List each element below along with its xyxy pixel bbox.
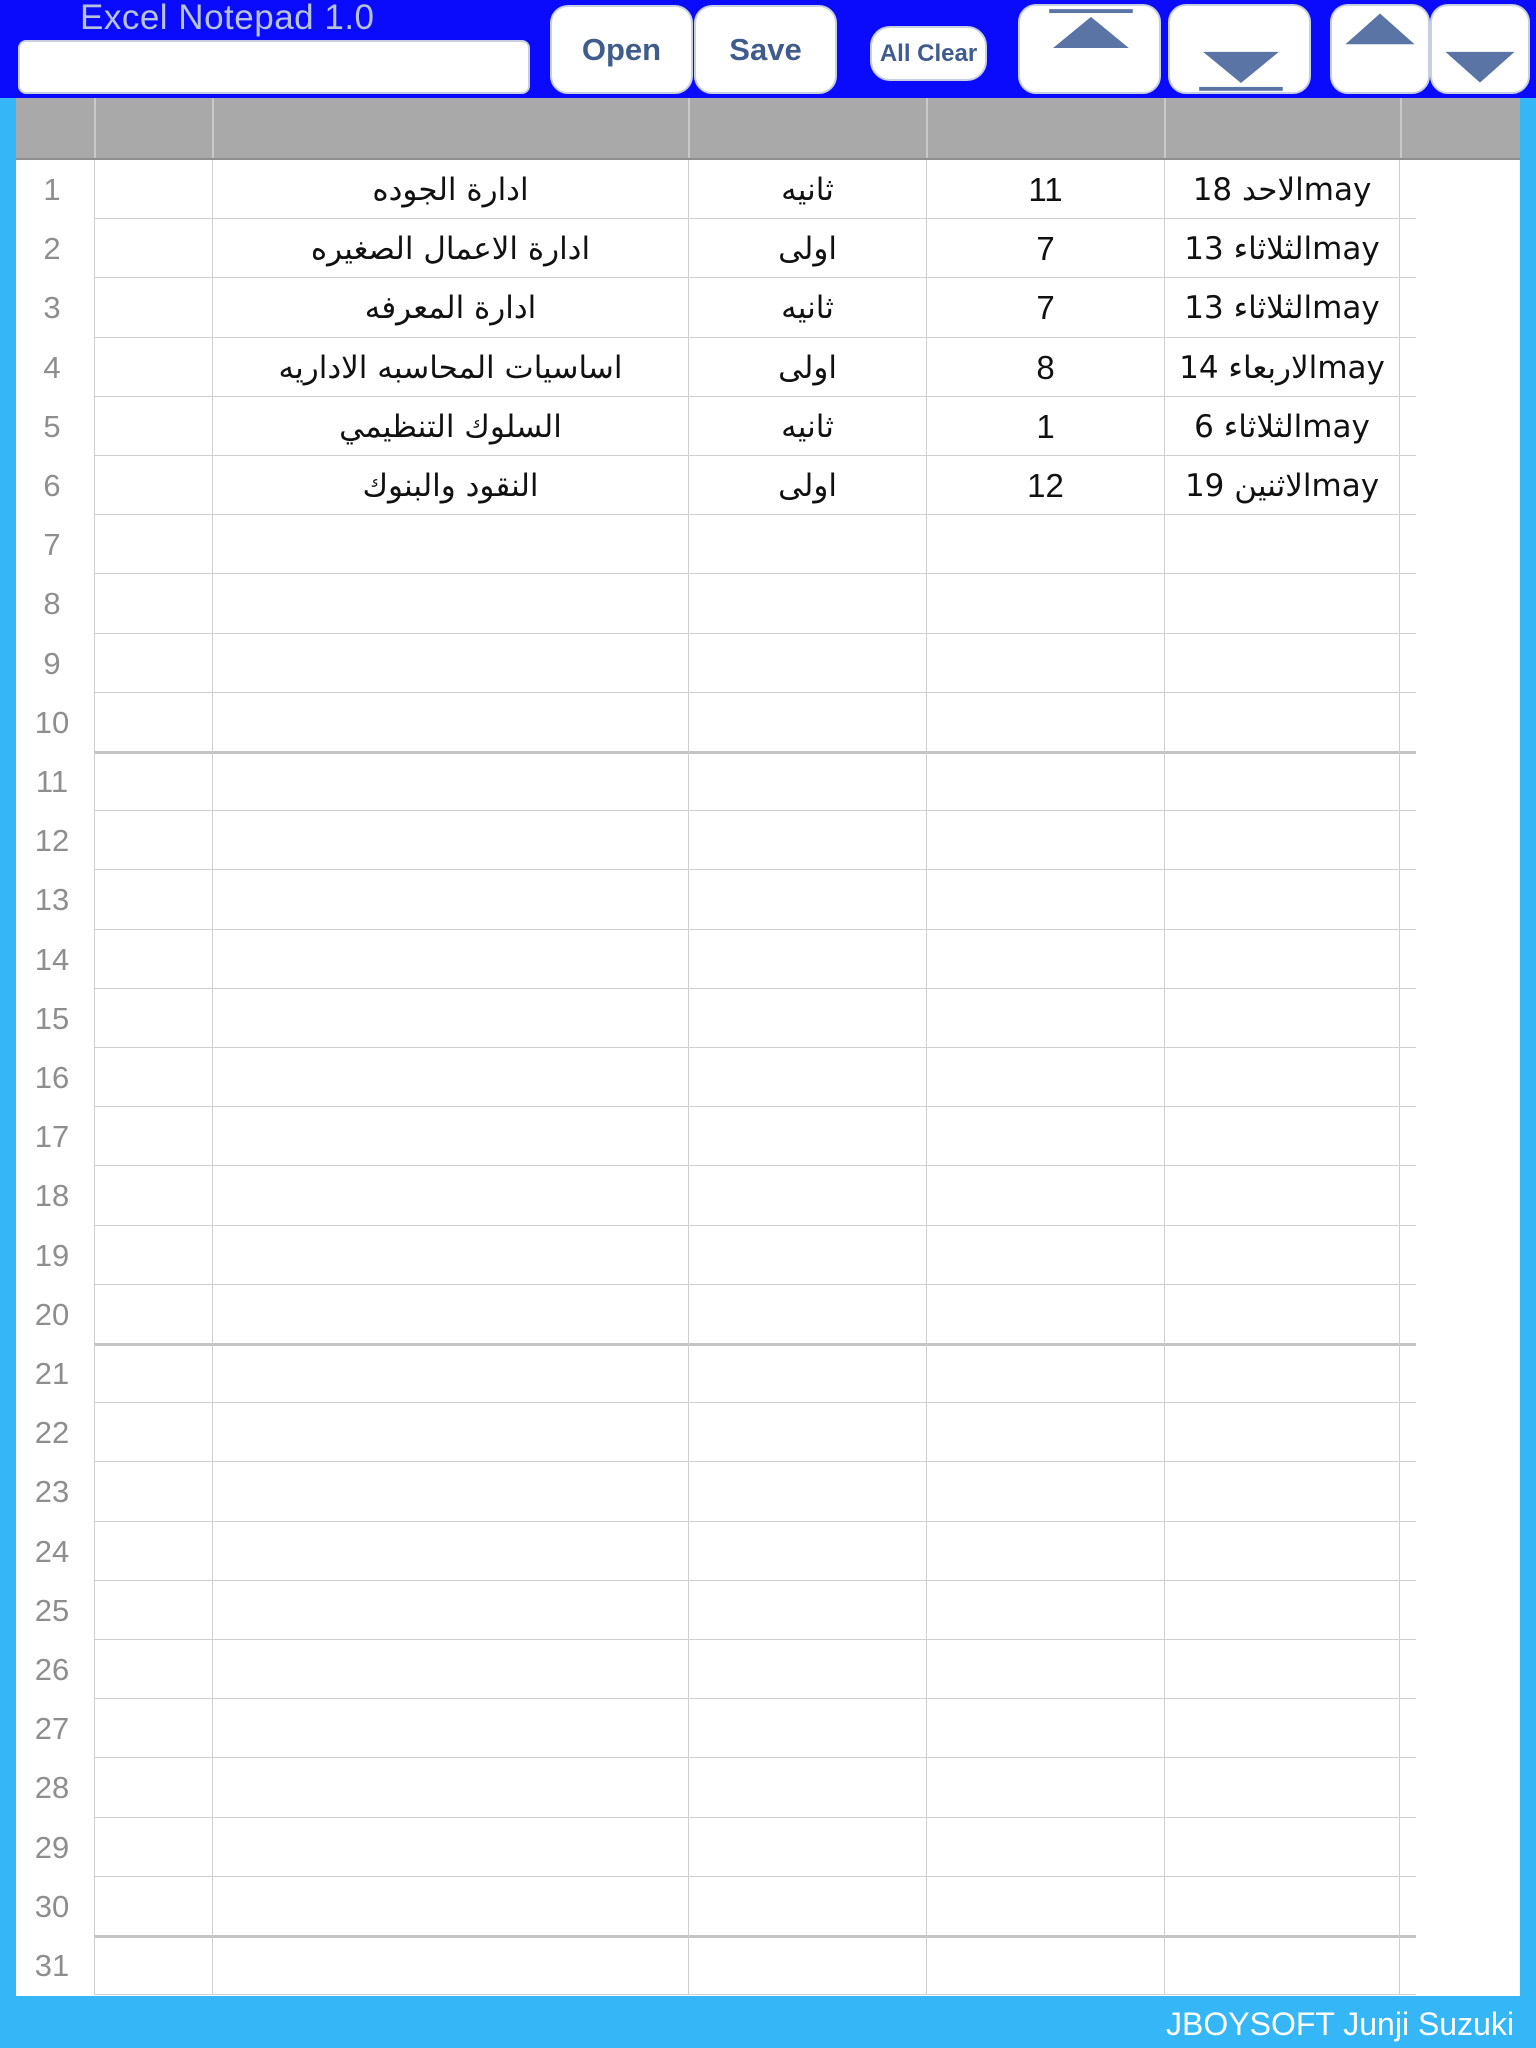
table-cell[interactable] xyxy=(688,1226,926,1285)
table-cell[interactable]: الاحد 18may xyxy=(1164,160,1400,219)
row-number[interactable]: 19 xyxy=(34,1238,70,1273)
column-header-b[interactable] xyxy=(212,98,688,158)
table-cell[interactable] xyxy=(94,1877,212,1936)
row-number[interactable]: 13 xyxy=(34,882,70,917)
table-cell[interactable] xyxy=(926,1048,1164,1107)
page-up-button[interactable] xyxy=(1330,4,1430,94)
table-cell[interactable] xyxy=(1164,574,1400,634)
table-cell[interactable] xyxy=(1164,1640,1400,1699)
table-row xyxy=(16,870,1520,930)
table-row xyxy=(16,1462,1520,1522)
table-cell[interactable] xyxy=(926,1285,1164,1344)
table-row xyxy=(16,752,1520,811)
table-cell[interactable] xyxy=(688,515,926,574)
table-cell[interactable]: الثلاثاء 6may xyxy=(1164,397,1400,456)
table-cell[interactable] xyxy=(1164,1581,1400,1640)
table-cell[interactable] xyxy=(212,1522,688,1581)
table-cell[interactable]: السلوك التنظيمي xyxy=(212,397,688,456)
table-cell[interactable] xyxy=(688,811,926,870)
column-header-d[interactable] xyxy=(926,98,1164,158)
table-cell[interactable] xyxy=(1164,1344,1400,1403)
table-row xyxy=(16,1048,1520,1107)
table-cell[interactable]: 12 xyxy=(926,456,1164,515)
table-cell[interactable]: الاثنين 19may xyxy=(1164,456,1400,515)
table-cell[interactable] xyxy=(1164,515,1400,574)
table-cell[interactable] xyxy=(926,1877,1164,1936)
table-row xyxy=(16,219,1520,278)
table-cell[interactable] xyxy=(688,1522,926,1581)
table-row xyxy=(16,338,1520,397)
table-row xyxy=(16,1403,1520,1462)
table-cell[interactable]: ثانيه xyxy=(688,397,926,456)
table-cell[interactable]: 11 xyxy=(926,160,1164,219)
column-header-f[interactable] xyxy=(1400,98,1520,158)
app-title: Excel Notepad 1.0 xyxy=(80,0,375,37)
table-cell[interactable] xyxy=(212,1166,688,1226)
table-cell[interactable] xyxy=(212,1107,688,1166)
table-cell[interactable] xyxy=(1164,1226,1400,1285)
table-cell[interactable] xyxy=(94,338,212,397)
table-cell[interactable] xyxy=(94,397,212,456)
table-cell[interactable] xyxy=(1164,1758,1400,1818)
table-cell[interactable] xyxy=(212,1285,688,1344)
table-cell[interactable] xyxy=(1164,1936,1400,1995)
row-number[interactable]: 25 xyxy=(34,1593,70,1628)
table-cell[interactable] xyxy=(212,1877,688,1936)
row-number[interactable]: 27 xyxy=(34,1711,70,1746)
table-cell[interactable] xyxy=(926,1107,1164,1166)
table-cell[interactable] xyxy=(1164,1462,1400,1522)
table-cell[interactable] xyxy=(94,989,212,1048)
table-row xyxy=(16,515,1520,574)
table-cell[interactable] xyxy=(926,989,1164,1048)
table-cell[interactable] xyxy=(926,1166,1164,1226)
filename-input[interactable] xyxy=(18,40,530,94)
table-cell[interactable] xyxy=(1164,1166,1400,1226)
table-cell[interactable] xyxy=(1164,1285,1400,1344)
table-cell[interactable] xyxy=(688,1462,926,1522)
table-row xyxy=(16,1107,1520,1166)
table-cell[interactable] xyxy=(94,219,212,278)
table-cell[interactable] xyxy=(926,752,1164,811)
table-cell[interactable]: النقود والبنوك xyxy=(212,456,688,515)
row-number[interactable]: 24 xyxy=(34,1534,70,1569)
table-cell[interactable] xyxy=(94,160,212,219)
table-cell[interactable] xyxy=(212,1403,688,1462)
row-number[interactable]: 18 xyxy=(34,1178,70,1213)
table-cell[interactable] xyxy=(688,1936,926,1995)
table-cell[interactable] xyxy=(688,1758,926,1818)
table-cell[interactable] xyxy=(1164,870,1400,930)
table-cell[interactable]: ثانيه xyxy=(688,278,926,338)
column-header-c[interactable] xyxy=(688,98,926,158)
table-cell[interactable]: 8 xyxy=(926,338,1164,397)
table-row xyxy=(16,1936,1520,1995)
table-cell[interactable] xyxy=(926,1758,1164,1818)
table-cell[interactable] xyxy=(94,456,212,515)
table-cell[interactable]: 7 xyxy=(926,278,1164,338)
table-cell[interactable] xyxy=(94,1758,212,1818)
table-cell[interactable] xyxy=(926,574,1164,634)
table-cell[interactable] xyxy=(1164,1522,1400,1581)
table-cell[interactable] xyxy=(926,1226,1164,1285)
table-cell[interactable] xyxy=(688,1640,926,1699)
table-cell[interactable] xyxy=(926,1344,1164,1403)
row-number[interactable]: 15 xyxy=(34,1001,70,1036)
row-number[interactable]: 12 xyxy=(34,823,70,858)
table-cell[interactable] xyxy=(94,1699,212,1758)
table-row xyxy=(16,397,1520,456)
table-cell[interactable] xyxy=(688,1699,926,1758)
spreadsheet xyxy=(16,98,1520,1996)
table-cell[interactable] xyxy=(212,1048,688,1107)
table-row xyxy=(16,1285,1520,1344)
row-number[interactable]: 16 xyxy=(34,1060,70,1095)
table-cell[interactable] xyxy=(212,989,688,1048)
table-cell[interactable] xyxy=(926,1462,1164,1522)
column-header-e[interactable] xyxy=(1164,98,1400,158)
table-cell[interactable] xyxy=(94,1936,212,1995)
table-cell[interactable] xyxy=(926,1522,1164,1581)
row-divider xyxy=(94,1994,1416,1995)
table-row xyxy=(16,811,1520,870)
table-cell[interactable] xyxy=(212,1640,688,1699)
developer-credit: JBOYSOFT Junji Suzuki xyxy=(1166,2006,1514,2042)
table-cell[interactable] xyxy=(94,693,212,752)
table-cell[interactable] xyxy=(212,1462,688,1522)
row-number[interactable]: 23 xyxy=(34,1474,70,1509)
table-cell[interactable] xyxy=(1164,1107,1400,1166)
table-cell[interactable] xyxy=(94,1226,212,1285)
table-cell[interactable]: اولى xyxy=(688,456,926,515)
table-cell[interactable]: 1 xyxy=(926,397,1164,456)
table-cell[interactable] xyxy=(926,811,1164,870)
table-cell[interactable] xyxy=(926,634,1164,693)
row-number[interactable]: 21 xyxy=(34,1356,70,1391)
open-button[interactable]: Open xyxy=(550,5,693,94)
table-cell[interactable] xyxy=(94,930,212,989)
table-cell[interactable] xyxy=(1164,1048,1400,1107)
table-cell[interactable] xyxy=(212,634,688,693)
table-cell[interactable] xyxy=(688,693,926,752)
table-row xyxy=(16,693,1520,752)
table-cell[interactable] xyxy=(94,1048,212,1107)
table-cell[interactable] xyxy=(212,1699,688,1758)
table-cell[interactable] xyxy=(688,1403,926,1462)
table-cell[interactable]: الثلاثاء 13may xyxy=(1164,219,1400,278)
table-cell[interactable] xyxy=(94,278,212,338)
table-row xyxy=(16,1581,1520,1640)
table-cell[interactable] xyxy=(1164,930,1400,989)
row-number[interactable]: 29 xyxy=(34,1830,70,1865)
table-cell[interactable] xyxy=(926,870,1164,930)
table-cell[interactable] xyxy=(94,1166,212,1226)
table-cell[interactable] xyxy=(926,1581,1164,1640)
table-cell[interactable] xyxy=(212,1818,688,1877)
table-cell[interactable] xyxy=(94,1462,212,1522)
table-cell[interactable] xyxy=(212,693,688,752)
row-number[interactable]: 4 xyxy=(43,350,61,385)
scroll-to-top-button[interactable] xyxy=(1018,4,1161,94)
column-header-a[interactable] xyxy=(94,98,212,158)
table-cell[interactable] xyxy=(688,1107,926,1166)
table-cell[interactable] xyxy=(1164,989,1400,1048)
table-cell[interactable]: 7 xyxy=(926,219,1164,278)
table-cell[interactable] xyxy=(94,1285,212,1344)
table-cell[interactable] xyxy=(212,1758,688,1818)
table-row xyxy=(16,278,1520,338)
table-cell[interactable] xyxy=(212,1936,688,1995)
row-number[interactable]: 31 xyxy=(34,1948,70,1983)
table-cell[interactable] xyxy=(688,989,926,1048)
table-cell[interactable]: الثلاثاء 13may xyxy=(1164,278,1400,338)
table-cell[interactable] xyxy=(1164,752,1400,811)
table-cell[interactable] xyxy=(926,1936,1164,1995)
table-cell[interactable] xyxy=(688,1344,926,1403)
row-number[interactable]: 26 xyxy=(34,1652,70,1687)
table-cell[interactable] xyxy=(688,930,926,989)
table-cell[interactable] xyxy=(1164,811,1400,870)
table-cell[interactable] xyxy=(94,634,212,693)
table-row xyxy=(16,1877,1520,1936)
table-row xyxy=(16,574,1520,634)
row-number[interactable]: 6 xyxy=(43,468,61,503)
table-cell[interactable] xyxy=(94,574,212,634)
double-up-arrow-icon xyxy=(1020,4,1159,94)
table-cell[interactable]: اولى xyxy=(688,219,926,278)
table-cell[interactable] xyxy=(926,1640,1164,1699)
table-cell[interactable] xyxy=(94,1818,212,1877)
table-cell[interactable] xyxy=(688,870,926,930)
table-cell[interactable] xyxy=(926,930,1164,989)
table-cell[interactable] xyxy=(94,1640,212,1699)
table-cell[interactable] xyxy=(94,752,212,811)
table-cell[interactable] xyxy=(688,1581,926,1640)
table-cell[interactable] xyxy=(212,1226,688,1285)
page-down-button[interactable] xyxy=(1430,4,1530,94)
table-cell[interactable]: اولى xyxy=(688,338,926,397)
table-row xyxy=(16,1640,1520,1699)
table-cell[interactable]: ادارة الجوده xyxy=(212,160,688,219)
table-cell[interactable] xyxy=(94,1344,212,1403)
row-number[interactable]: 30 xyxy=(34,1889,70,1924)
table-cell[interactable] xyxy=(926,693,1164,752)
table-row xyxy=(16,1758,1520,1818)
double-down-arrow-icon xyxy=(1170,4,1309,94)
table-row xyxy=(16,634,1520,693)
table-cell[interactable] xyxy=(926,1699,1164,1758)
table-cell[interactable] xyxy=(1164,693,1400,752)
all-clear-button[interactable]: All Clear xyxy=(870,26,987,81)
table-cell[interactable] xyxy=(688,1285,926,1344)
table-row xyxy=(16,1226,1520,1285)
table-cell[interactable] xyxy=(212,930,688,989)
table-cell[interactable] xyxy=(688,1048,926,1107)
table-cell[interactable] xyxy=(94,515,212,574)
row-number[interactable]: 22 xyxy=(34,1415,70,1450)
table-row xyxy=(16,1699,1520,1758)
row-number[interactable]: 14 xyxy=(34,942,70,977)
toolbar xyxy=(0,0,1536,98)
row-number[interactable]: 7 xyxy=(43,527,61,562)
row-number[interactable]: 5 xyxy=(43,409,61,444)
table-cell[interactable] xyxy=(688,1818,926,1877)
table-cell[interactable] xyxy=(212,752,688,811)
column-header xyxy=(16,98,1520,160)
table-cell[interactable] xyxy=(212,515,688,574)
table-cell[interactable] xyxy=(1164,1699,1400,1758)
table-cell[interactable] xyxy=(94,1403,212,1462)
up-arrow-icon xyxy=(1332,4,1428,94)
down-arrow-icon xyxy=(1432,4,1528,94)
table-cell[interactable] xyxy=(688,752,926,811)
row-number[interactable]: 2 xyxy=(43,231,61,266)
table-cell[interactable]: ادارة المعرفه xyxy=(212,278,688,338)
save-button[interactable]: Save xyxy=(694,5,837,94)
table-cell[interactable] xyxy=(1164,1877,1400,1936)
row-number[interactable]: 17 xyxy=(34,1119,70,1154)
table-row xyxy=(16,1522,1520,1581)
row-number[interactable]: 20 xyxy=(34,1297,70,1332)
table-cell[interactable] xyxy=(1164,1818,1400,1877)
scroll-to-bottom-button[interactable] xyxy=(1168,4,1311,94)
table-cell[interactable] xyxy=(94,811,212,870)
table-cell[interactable] xyxy=(688,574,926,634)
row-number[interactable]: 9 xyxy=(43,646,61,681)
table-cell[interactable]: الاربعاء 14may xyxy=(1164,338,1400,397)
table-row xyxy=(16,1344,1520,1403)
row-number[interactable]: 1 xyxy=(43,172,61,207)
table-row xyxy=(16,456,1520,515)
table-cell[interactable] xyxy=(212,1581,688,1640)
table-row xyxy=(16,930,1520,989)
table-cell[interactable] xyxy=(1164,1403,1400,1462)
table-row xyxy=(16,160,1520,219)
table-cell[interactable] xyxy=(926,1818,1164,1877)
row-number[interactable]: 11 xyxy=(35,764,69,799)
table-cell[interactable] xyxy=(212,811,688,870)
table-cell[interactable] xyxy=(212,870,688,930)
row-number[interactable]: 8 xyxy=(43,586,61,621)
table-cell[interactable]: ادارة الاعمال الصغيره xyxy=(212,219,688,278)
table-cell[interactable] xyxy=(688,1166,926,1226)
table-cell[interactable] xyxy=(688,1877,926,1936)
table-cell[interactable] xyxy=(94,870,212,930)
table-cell[interactable] xyxy=(94,1581,212,1640)
table-row xyxy=(16,1818,1520,1877)
table-cell[interactable] xyxy=(212,574,688,634)
table-cell[interactable] xyxy=(94,1107,212,1166)
table-row xyxy=(16,989,1520,1048)
table-cell[interactable]: ثانيه xyxy=(688,160,926,219)
row-number[interactable]: 3 xyxy=(43,290,61,325)
table-cell[interactable] xyxy=(212,1344,688,1403)
table-row xyxy=(16,1166,1520,1226)
table-cell[interactable]: اساسيات المحاسبه الاداريه xyxy=(212,338,688,397)
table-cell[interactable] xyxy=(94,1522,212,1581)
table-cell[interactable] xyxy=(688,634,926,693)
row-number[interactable]: 28 xyxy=(34,1770,70,1805)
row-number[interactable]: 10 xyxy=(34,705,70,740)
table-cell[interactable] xyxy=(926,1403,1164,1462)
column-header-rownum[interactable] xyxy=(16,98,94,158)
table-cell[interactable] xyxy=(926,515,1164,574)
table-cell[interactable] xyxy=(1164,634,1400,693)
